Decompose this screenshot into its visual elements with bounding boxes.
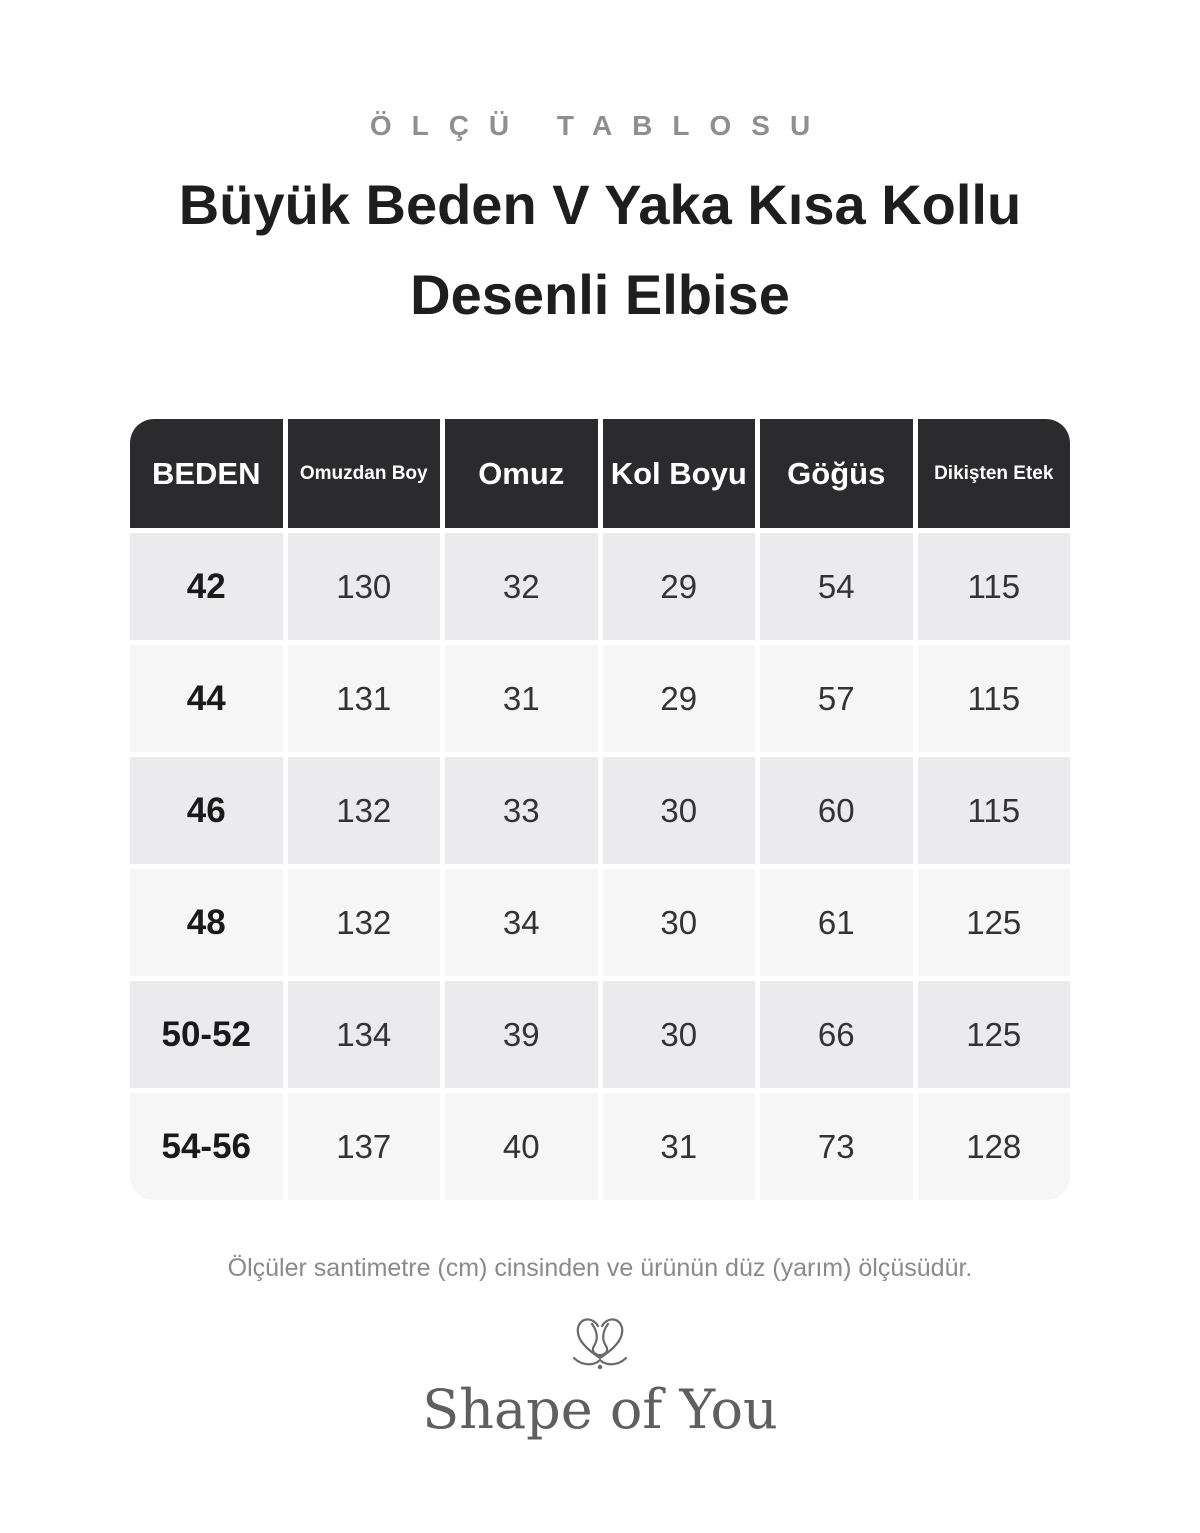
table-cell: 40 — [445, 1093, 598, 1200]
size-table — [130, 419, 1070, 1200]
table-cell-size: 54-56 — [130, 1093, 283, 1200]
brand-logo-text: Shape of You — [422, 1378, 778, 1441]
table-cell: 33 — [445, 757, 598, 864]
column-header-kol-boyu: Kol Boyu — [603, 419, 756, 528]
column-header-omuz: Omuz — [445, 419, 598, 528]
table-cell: 39 — [445, 981, 598, 1088]
table-cell: 31 — [445, 645, 598, 752]
table-cell: 30 — [603, 757, 756, 864]
table-cell: 57 — [760, 645, 913, 752]
measurement-note: Ölçüler santimetre (cm) cinsinden ve ürünün düz (yarım) ölçüsüdür. — [227, 1254, 973, 1282]
table-cell: 61 — [760, 869, 913, 976]
table-cell: 34 — [445, 869, 598, 976]
table-cell: 132 — [288, 757, 441, 864]
table-cell: 115 — [918, 757, 1071, 864]
page-title: Büyük Beden V Yaka Kısa Kollu Desenli Elbise — [178, 173, 1022, 326]
column-header-omuzdan-boy: Omuzdan Boy — [288, 419, 441, 528]
table-cell: 125 — [918, 981, 1071, 1088]
table-cell: 32 — [445, 533, 598, 640]
table-cell: 54 — [760, 533, 913, 640]
table-cell-size: 50-52 — [130, 981, 283, 1088]
column-header-beden: BEDEN — [130, 419, 283, 528]
page-subtitle: ÖLÇÜ TABLOSU — [369, 110, 831, 141]
column-header-gogus: Göğüs — [760, 419, 913, 528]
table-cell: 30 — [603, 981, 756, 1088]
table-cell: 132 — [288, 869, 441, 976]
table-cell: 128 — [918, 1093, 1071, 1200]
table-cell-size: 48 — [130, 869, 283, 976]
double-heart-logo-icon — [568, 1312, 632, 1372]
column-header-dikisten-etek: Dikişten Etek — [918, 419, 1071, 528]
table-cell: 115 — [918, 645, 1071, 752]
table-cell: 31 — [603, 1093, 756, 1200]
table-cell: 29 — [603, 645, 756, 752]
table-cell: 125 — [918, 869, 1071, 976]
table-cell-size: 42 — [130, 533, 283, 640]
table-cell: 115 — [918, 533, 1071, 640]
table-cell: 134 — [288, 981, 441, 1088]
table-cell: 130 — [288, 533, 441, 640]
table-cell: 73 — [760, 1093, 913, 1200]
table-cell-size: 46 — [130, 757, 283, 864]
table-cell: 30 — [603, 869, 756, 976]
table-cell: 60 — [760, 757, 913, 864]
table-cell: 137 — [288, 1093, 441, 1200]
table-cell-size: 44 — [130, 645, 283, 752]
table-cell: 131 — [288, 645, 441, 752]
table-cell: 66 — [760, 981, 913, 1088]
table-cell: 29 — [603, 533, 756, 640]
